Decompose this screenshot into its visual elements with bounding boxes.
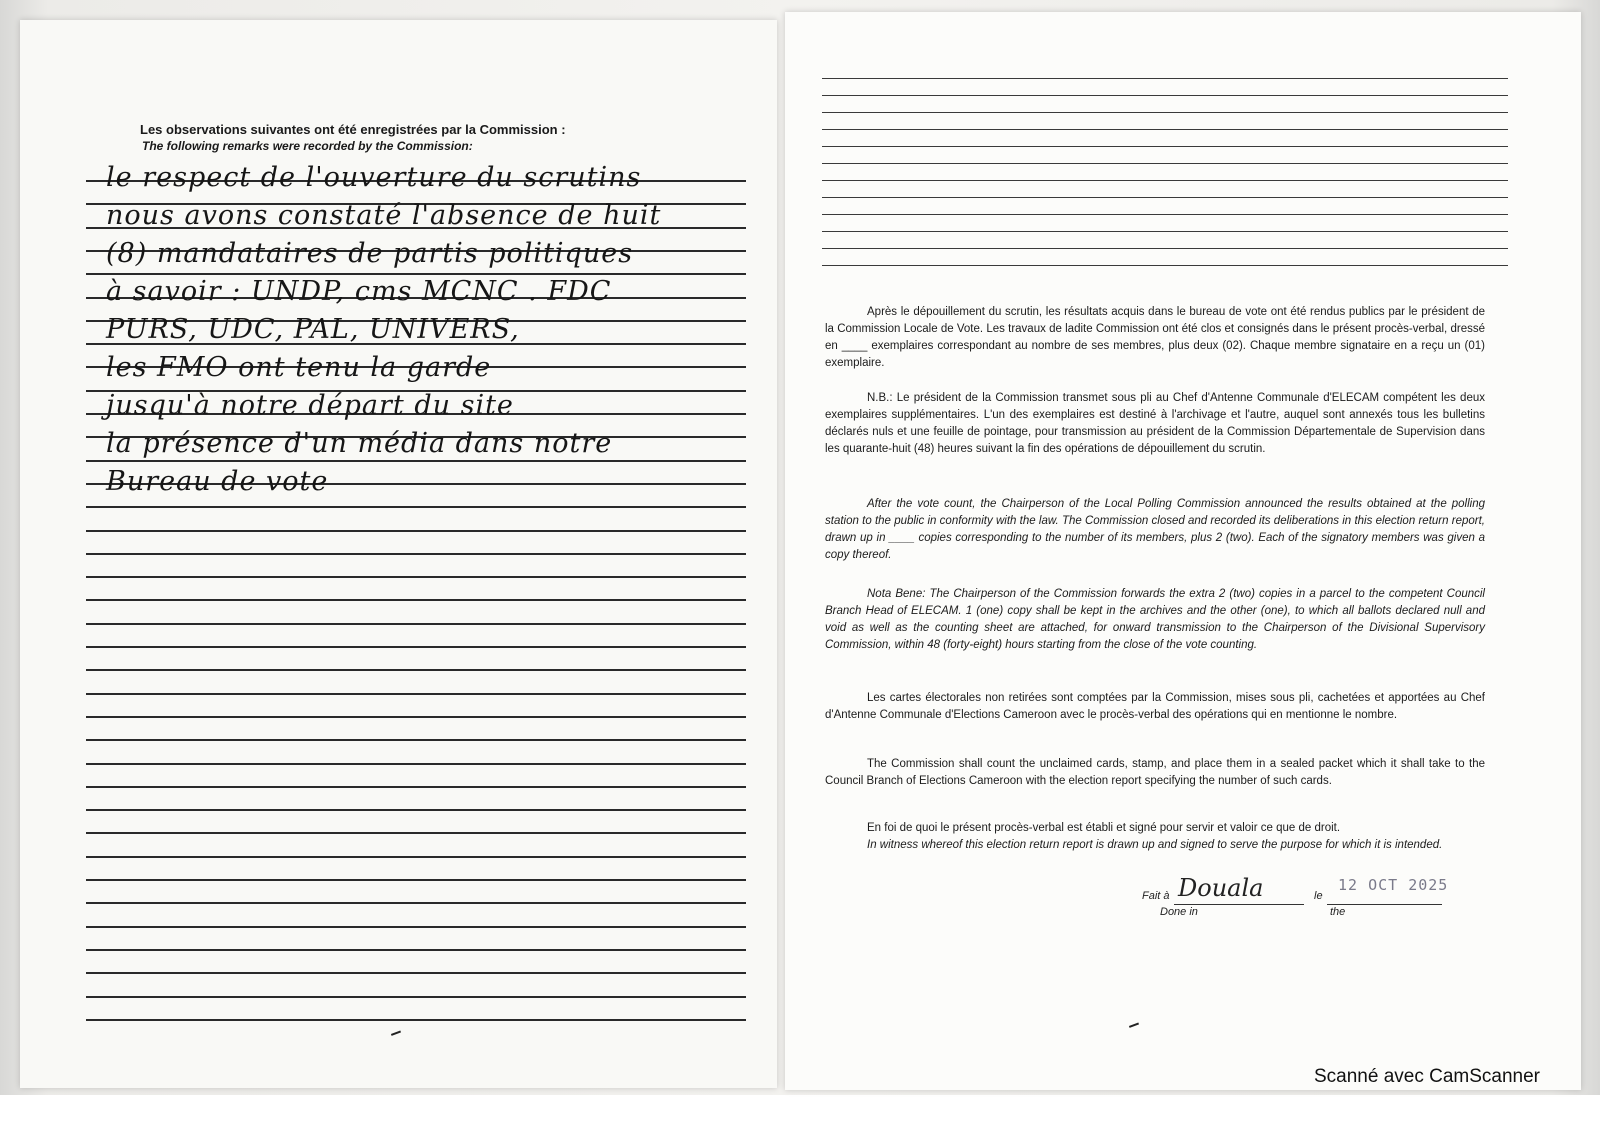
ruled-line (86, 576, 746, 578)
ruled-line (86, 786, 746, 788)
date-line (1327, 904, 1442, 905)
handwritten-line: les FMO ont tenu la garde (106, 352, 492, 383)
blank-line (822, 146, 1508, 147)
ruled-line (86, 832, 746, 834)
blank-line (822, 112, 1508, 113)
ruled-line (86, 460, 746, 462)
handwritten-line: à savoir : UNDP, cms MCNC . FDC (106, 276, 612, 307)
blank-line (822, 95, 1508, 96)
ruled-line (86, 646, 746, 648)
blank-line (822, 180, 1508, 181)
blank-line (822, 197, 1508, 198)
handwritten-line: PURS, UDC, PAL, UNIVERS, (106, 314, 520, 345)
ruled-line (86, 669, 746, 671)
ruled-line (86, 506, 746, 508)
ruled-line (86, 856, 746, 858)
paragraph-witness-fr: En foi de quoi le présent procès-verbal est établi et signé pour servir et valoir ce que de droit. (867, 822, 1341, 834)
paragraph-cards-fr: Les cartes électorales non retirées sont comptées par la Commission, mises sous pli, cachetées et apportées au Chef d'Antenne Communale d'Elections Cameroon avec le procès-verbal des opérations qui en mentionne le nombre. (825, 692, 1485, 721)
scanner-watermark: Scanné avec CamScanner (1313, 1066, 1540, 1087)
ruled-line (86, 273, 746, 275)
ruled-line (86, 972, 746, 974)
handwritten-line: nous avons constaté l'absence de huit (106, 200, 662, 231)
paragraph-cards-en: The Commission shall count the unclaimed cards, stamp, and place them in a sealed packet which it shall take to the Council Branch of Elections Cameroon with the election report specifying the number of such cards. (825, 758, 1485, 787)
paragraph-results-fr: Après le dépouillement du scrutin, les résultats acquis dans le bureau de vote ont été rendus publics par le président de la Commission Locale de Vote. Les travaux de ladite Commission ont été clos et consignés dans le présent procès-verbal, dressé en ____ exemplaires correspondant au nombre de ses membres, plus deux (02). Chaque membre signataire en a reçu un (01) exemplaire. (825, 306, 1485, 369)
ruled-line (86, 530, 746, 532)
done-in-fr-label: Fait à (1142, 890, 1170, 902)
place-line (1174, 904, 1304, 905)
ruled-line (86, 996, 746, 998)
blank-line (822, 129, 1508, 130)
blank-line (822, 231, 1508, 232)
handwritten-line: Bureau de vote (106, 466, 329, 497)
handwritten-line: (8) mandataires de partis politiques (106, 238, 634, 269)
paragraph-nota-bene-en: Nota Bene: The Chairperson of the Commission forwards the extra 2 (two) copies in a parcel to the competent Council Branch Head of ELECAM. 1 (one) copy shall be kept in the archives and the other (one), to which all ballots declared null and void as well as the counting sheet are attached, for onward transmission to the Chairperson of the Divisional Supervisory Commission, within 48 (forty-eight) hours starting from the close of the vote counting. (825, 588, 1485, 651)
paragraph-results-en: After the vote count, the Chairperson of the Local Polling Commission announced the results obtained at the polling station to the public in conformity with the law. The Commission closed and recorded its deliberations in this election return report, drawn up in ____ copies corresponding to the number of its members, plus 2 (two). Each of the signatory members was given a copy thereof. (825, 498, 1485, 561)
remarks-header-fr: Les observations suivantes ont été enregistrées par la Commission : (140, 122, 566, 137)
paragraph-witness-en: In witness whereof this election return report is drawn up and signed to serve the purpose for which it is intended. (867, 839, 1443, 851)
ruled-line (86, 739, 746, 741)
ruled-line (86, 1019, 746, 1021)
ruled-line (86, 902, 746, 904)
ruled-line (86, 553, 746, 555)
paragraph-nb-fr: N.B.: Le président de la Commission transmet sous pli au Chef d'Antenne Communale d'ELECAM compétent les deux exemplaires supplémentaires. L'un des exemplaires est destiné à l'archivage et l'autre, auquel sont annexés tous les bulletins déclarés nuls et une feuille de pointage, pour transmission au président de la Commission Départementale de Supervision dans les quarante-huit (48) heures suivant la fin des opérations de dépouillement du scrutin. (825, 392, 1485, 455)
ruled-line (86, 763, 746, 765)
handwritten-line: la présence d'un média dans notre (106, 428, 613, 459)
done-in-en-label: Done in (1160, 906, 1198, 918)
ruled-line (86, 623, 746, 625)
signature-block (1142, 874, 1502, 922)
ruled-line (86, 599, 746, 601)
remarks-header-en: The following remarks were recorded by the Commission: (142, 139, 473, 153)
handwritten-line: jusqu'à notre départ du site (106, 390, 514, 421)
ruled-line (86, 716, 746, 718)
blank-line (822, 78, 1508, 79)
blank-line (822, 248, 1508, 249)
staple-mark (1129, 1023, 1141, 1034)
blank-line (822, 214, 1508, 215)
date-fr-label: le (1314, 890, 1323, 902)
place-handwritten: Douala (1178, 874, 1264, 902)
left-page (20, 20, 777, 1088)
blank-line (822, 163, 1508, 164)
ruled-line (86, 693, 746, 695)
ruled-line (86, 879, 746, 881)
handwritten-line: le respect de l'ouverture du scrutins (106, 162, 642, 193)
right-page (785, 12, 1581, 1090)
blank-line (822, 265, 1508, 266)
ruled-line (86, 926, 746, 928)
ruled-line (86, 809, 746, 811)
date-en-label: the (1330, 906, 1346, 918)
ruled-line (86, 949, 746, 951)
date-stamp: 12 OCT 2025 (1338, 876, 1449, 894)
